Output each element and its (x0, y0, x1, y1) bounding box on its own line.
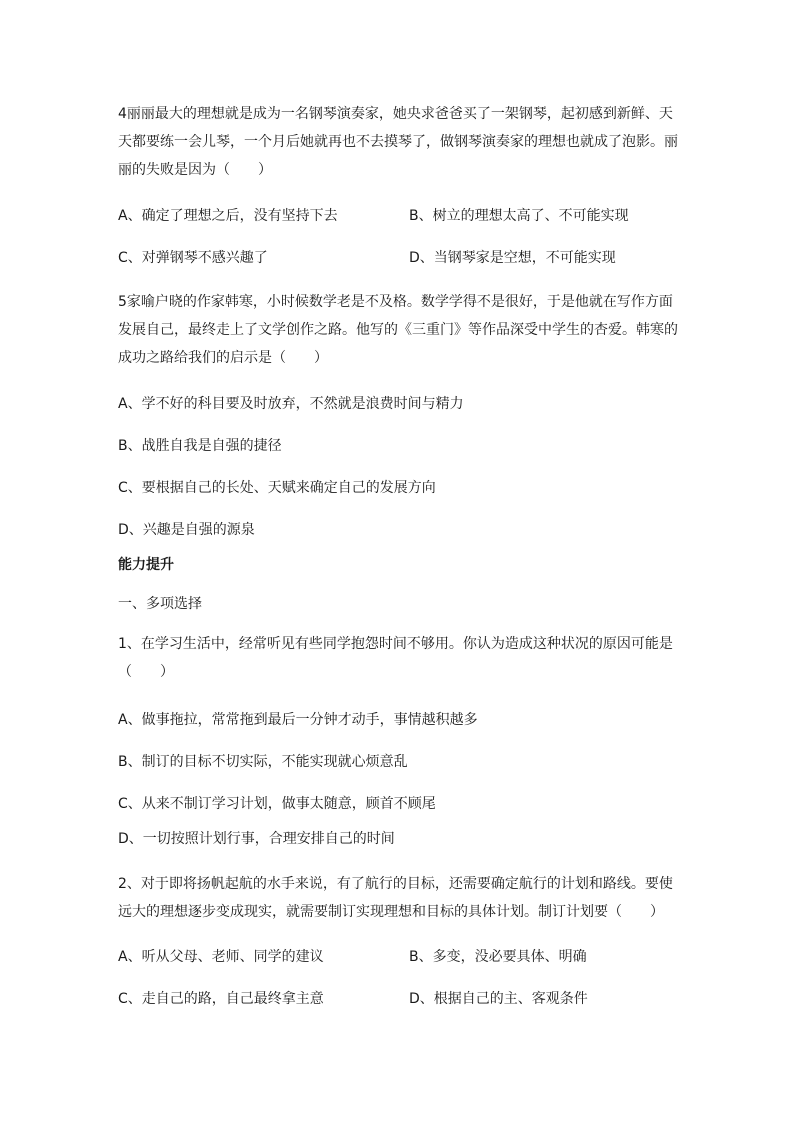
multi-question-1-option-c: C、从来不制订学习计划，做事太随意，顾首不顾尾 (118, 796, 436, 812)
multi-question-2-options-row-2 (118, 989, 678, 1009)
multi-question-1-option-a: A、做事拖拉，常常拖到最后一分钟才动手，事情越积越多 (118, 712, 478, 728)
multi-question-1-option-b: B、制订的目标不切实际，不能实现就心烦意乱 (118, 754, 408, 770)
multi-question-1-stem: 1、在学习生活中，经常听见有些同学抱怨时间不够用。你认为造成这种状况的原因可能是（ ） (118, 636, 673, 680)
multi-question-2-options-row-1 (118, 947, 678, 967)
question-4-option-c: C、对弹钢琴不感兴趣了 (118, 250, 268, 266)
question-5-option-b: B、战胜自我是自强的捷径 (118, 438, 282, 454)
multi-question-2-option-a: A、听从父母、老师、同学的建议 (118, 949, 324, 965)
question-4-options-row-2 (118, 248, 678, 268)
multi-question-2-option-c: C、走自己的路，自己最终拿主意 (118, 991, 324, 1007)
multi-question-2-option-d: D、根据自己的主、客观条件 (409, 991, 588, 1007)
question-4-option-a: A、确定了理想之后，没有坚持下去 (118, 208, 338, 224)
multi-question-1-option-d: D、一切按照计划行事，合理安排自己的时间 (118, 831, 395, 847)
subsection-title: 一、多项选择 (118, 596, 202, 612)
multi-question-2-option-b: B、多变，没必要具体、明确 (409, 949, 587, 965)
question-5-option-d: D、兴趣是自强的源泉 (118, 522, 255, 538)
question-5-stem: 5家喻户晓的作家韩寒，小时候数学老是不及格。数学学得不是很好，于是他就在写作方面发展自己，最终走上了文学创作之路。他写的《三重门》等作品深受中学生的杏爱。韩寒的成功之路给我们的启示是（ ） (118, 294, 678, 366)
question-4-option-d: D、当钢琴家是空想，不可能实现 (409, 250, 616, 266)
multi-question-2-stem: 2、对于即将扬帆起航的水手来说，有了航行的目标，还需要确定航行的计划和路线。要使远大的理想逐步变成现实，就需要制订实现理想和目标的具体计划。制订计划要（ ） (118, 876, 673, 920)
question-4-option-b: B、树立的理想太高了、不可能实现 (409, 208, 629, 224)
question-5-option-a: A、学不好的科目要及时放弃，不然就是浪费时间与精力 (118, 396, 464, 412)
question-5-option-c: C、要根据自己的长处、天赋来确定自己的发展方向 (118, 480, 436, 496)
question-4-options-row-1 (118, 206, 678, 226)
section-title: 能力提升 (118, 557, 174, 573)
question-4-stem: 4丽丽最大的理想就是成为一名钢琴演奏家，她央求爸爸买了一架钢琴，起初感到新鲜、天天都要练一会儿琴，一个月后她就再也不去摸琴了，做钢琴演奏家的理想也就成了泡影。丽丽的失败是因为（ ） (118, 106, 678, 178)
